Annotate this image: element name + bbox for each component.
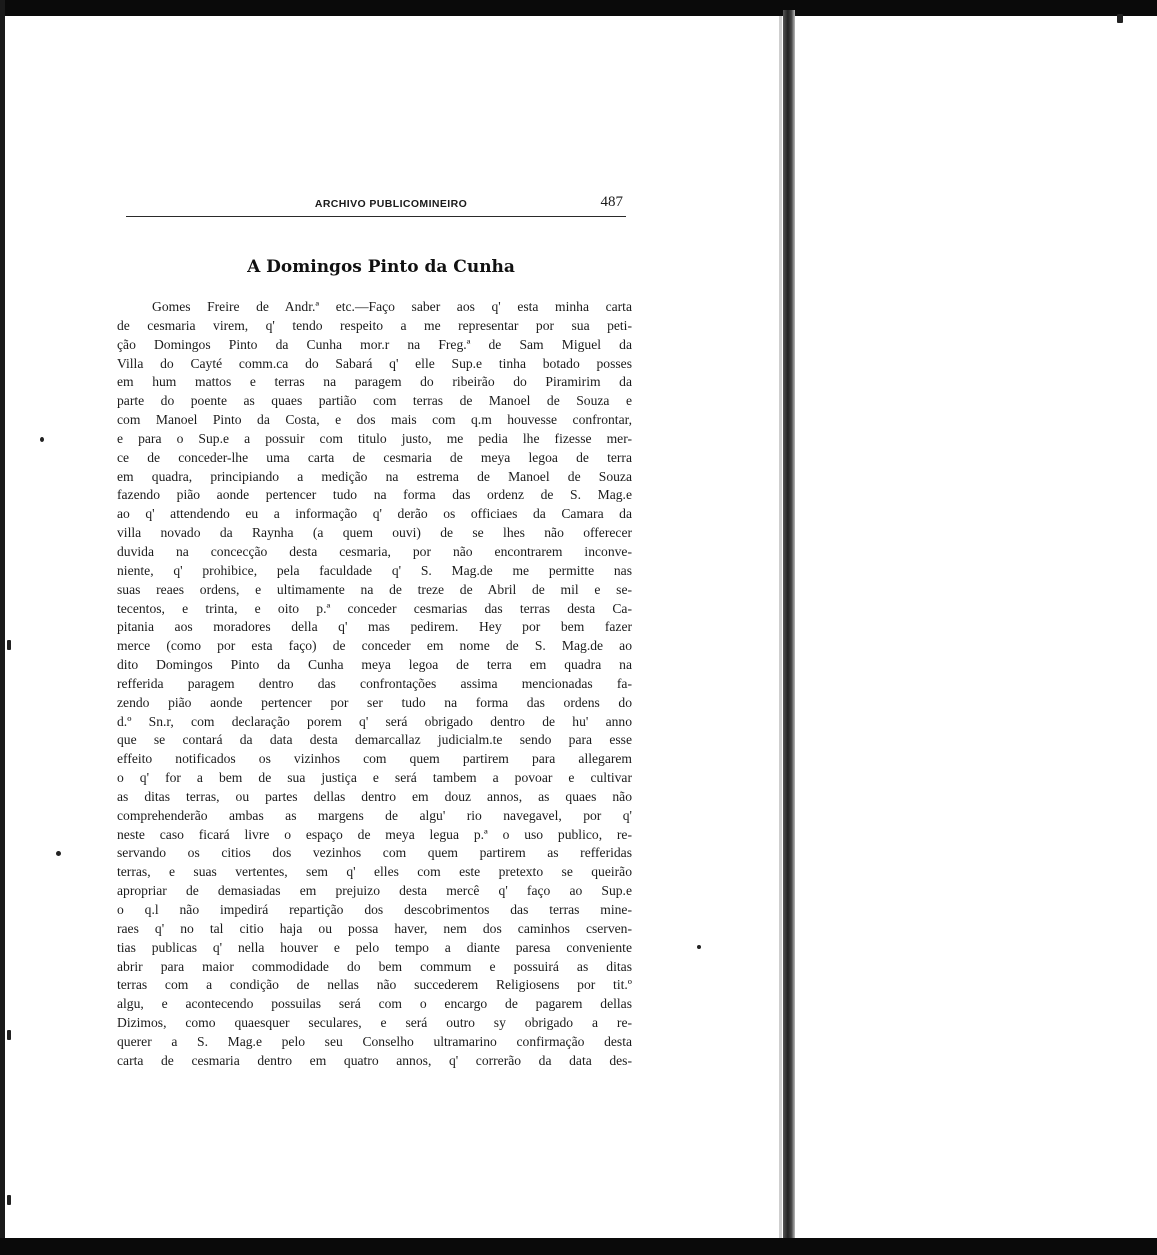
text-line: terras, e suas vertentes, sem q' elles com este pretexto se queirão xyxy=(117,864,632,880)
scan-border-left xyxy=(0,0,5,1255)
text-line: niente, q' prohibice, pela faculdade q' S. Mag.de me permitte nas xyxy=(117,562,632,578)
text-line: pitania aos moradores della q' mas pedirem. Hey por bem fazer xyxy=(117,619,632,635)
page-header xyxy=(126,194,626,216)
scan-speck xyxy=(1117,14,1123,23)
text-line: duvida na concecção desta cesmaria, por não encontrarem inconve- xyxy=(117,543,632,559)
scan-speck xyxy=(56,851,61,856)
text-line: carta de cesmaria dentro em quatro annos, q' correrão da data des- xyxy=(117,1052,632,1068)
text-line: dito Domingos Pinto da Cunha meya legoa de terra em quadra na xyxy=(117,657,632,673)
text-line: neste caso ficará livre o espaço de meya legua p.ª o uso publico, re- xyxy=(117,826,632,842)
page-number: 487 xyxy=(600,194,623,210)
text-line: zendo pião aonde pertencer por ser tudo na forma das ordens do xyxy=(117,694,632,710)
text-line: Gomes Freire de Andr.ª etc.—Faço saber aos q' esta minha carta xyxy=(152,299,632,314)
scan-border-top xyxy=(0,0,1157,16)
text-line: fazendo pião aonde pertencer tudo na forma das ordenz de S. Mag.e xyxy=(117,487,632,503)
scan-speck xyxy=(7,640,11,650)
text-line: servando os citios dos vezinhos com quem partirem as refferidas xyxy=(117,845,632,861)
text-line: comprehenderão ambas as margens de algu' rio navegavel, por q' xyxy=(117,807,632,823)
text-line: que se contará da data desta demarcallaz judicialm.te sendo para esse xyxy=(117,732,632,748)
book-gutter xyxy=(783,10,795,1245)
text-line: effeito notificados os vizinhos com quem partirem para allegarem xyxy=(117,751,632,767)
text-line: suas reaes ordens, e ultimamente na de treze de Abril de mil e se- xyxy=(117,581,632,597)
text-line: parte do poente as quaes partião com terras de Manoel de Souza e xyxy=(117,393,632,409)
text-line: merce (como por esta faço) de conceder em nome de S. Mag.de ao xyxy=(117,638,632,654)
text-line: d.º Sn.r, com declaração porem q' será obrigado dentro de hu' anno xyxy=(117,713,632,729)
text-line: em hum mattos e terras na paragem do ribeirão do Piramirim da xyxy=(117,374,632,390)
text-line: raes q' no tal citio haja ou possa haver, nem dos caminhos cserven- xyxy=(117,920,632,936)
text-line: em quadra, principiando a medição na estrema de Manoel de Souza xyxy=(117,468,632,484)
text-line: ce de conceder-lhe uma carta de cesmaria de meya legoa de terra xyxy=(117,449,632,465)
header-rule xyxy=(126,216,626,217)
text-line: apropriar de demasiadas em prejuizo desta mercê q' faço ao Sup.e xyxy=(117,883,632,899)
text-line: abrir para maior commodidade do bem commum e possuirá as ditas xyxy=(117,958,632,974)
text-line: o q' for a bem de sua justiça e será tambem a povoar e cultivar xyxy=(117,770,632,786)
text-line: as ditas terras, ou partes dellas dentro em douz annos, as quaes não xyxy=(117,788,632,804)
text-line: tecentos, e trinta, e oito p.ª conceder cesmarias das terras desta Ca- xyxy=(117,600,632,616)
text-line: querer a S. Mag.e pelo seu Conselho ultramarino confirmação desta xyxy=(117,1033,632,1049)
text-line: ao q' attendendo eu a informação q' derão os officiaes da Camara da xyxy=(117,506,632,522)
text-line: terras com a condição de nellas não succederem Religiosens por tit.º xyxy=(117,977,632,993)
scan-speck xyxy=(40,437,44,442)
scan-speck xyxy=(7,1030,11,1040)
text-line: algu, e acontecendo possuilas será com o encargo de pagarem dellas xyxy=(117,996,632,1012)
page-edge xyxy=(779,16,782,1241)
scan-speck xyxy=(697,945,701,949)
scan-speck xyxy=(7,1195,11,1205)
scan-border-bottom xyxy=(0,1238,1157,1255)
text-line: refferida paragem dentro das confrontações assima mencionadas fa- xyxy=(117,675,632,691)
text-line: de cesmaria virem, q' tendo respeito a me representar por sua peti- xyxy=(117,317,632,333)
body-text xyxy=(117,298,632,1071)
text-line: ção Domingos Pinto da Cunha mor.r na Freg.ª de Sam Miguel da xyxy=(117,336,632,352)
text-line: tias publicas q' nella houver e pelo tempo a diante paresa conveniente xyxy=(117,939,632,955)
text-line: com Manoel Pinto da Costa, e dos mais com q.m houvesse confrontar, xyxy=(117,412,632,428)
document-title: A Domingos Pinto da Cunha xyxy=(247,257,515,277)
text-line: Dizimos, como quaesquer seculares, e será outro sy obrigado a re- xyxy=(117,1015,632,1031)
running-head: ARCHIVO PUBLICOMINEIRO xyxy=(314,198,468,210)
text-line: e para o Sup.e a possuir com titulo justo, me pedia lhe fizesse mer- xyxy=(117,430,632,446)
text-line: o q.l não impedirá repartição dos descobrimentos das terras mine- xyxy=(117,902,632,917)
text-line: villa novado da Raynha (a quem ouvi) de se lhes não offerecer xyxy=(117,525,632,541)
text-line: Villa do Cayté comm.ca do Sabará q' elle Sup.e tinha botado posses xyxy=(117,355,632,371)
